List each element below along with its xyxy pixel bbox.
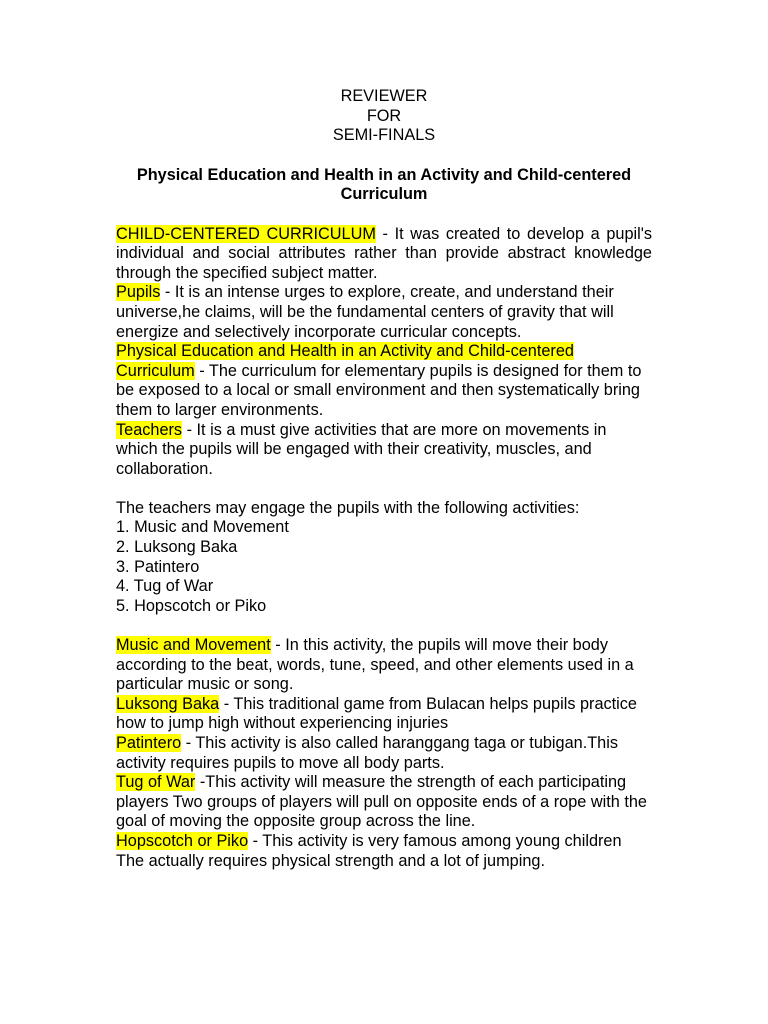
- list-item: 3. Patintero: [116, 557, 200, 576]
- highlighted-term: Pupils: [116, 283, 161, 302]
- definition-text: - It was created to develop a pupil's individual and social attributes rather than provide abstract knowledge through the specified subject matter.: [116, 224, 652, 282]
- activity-text: - In this activity, the pupils will move their body according to the beat, words, tune, speed, and other elements used in a particular music or song.: [116, 636, 634, 694]
- spacer: [116, 479, 652, 499]
- definition-teachers: [116, 421, 652, 480]
- activity-music-movement: [116, 636, 652, 695]
- spacer: [116, 205, 652, 225]
- activity-patintero: [116, 734, 652, 773]
- definition-text: - It is an intense urges to explore, create, and understand their universe,he claims, will be the fundamental centers of gravity that will energize and selectively incorporate curricular concepts.: [116, 283, 614, 341]
- definition-child-centered: [116, 225, 652, 284]
- list-item: 2. Luksong Baka: [116, 538, 238, 557]
- title-line-2: FOR: [366, 106, 402, 125]
- activity-text: - This activity is very famous among young children The actually requires physical strength and a lot of jumping.: [116, 831, 622, 870]
- definition-pe-health: [116, 342, 652, 420]
- activity-text: - This traditional game from Bulacan helps pupils practice how to jump high without experiencing injuries: [116, 694, 637, 733]
- activity-text: - This activity is also called haranggang taga or tubigan.This activity requires pupils to move all body parts.: [116, 734, 618, 772]
- definition-pupils: [116, 283, 652, 342]
- spacer: [116, 616, 652, 636]
- highlighted-term: Patintero: [116, 734, 182, 752]
- activity-text: -This activity will measure the strength of each participating players Two groups of players will pull on opposite ends of a rope with the goal of moving the opposite group across the line.: [116, 773, 647, 831]
- title-line-1: REVIEWER: [340, 87, 428, 105]
- activities-list: [116, 518, 652, 616]
- activity-hopscotch: [116, 832, 652, 871]
- highlighted-term: Physical Education and Health in an Activity and Child-centered Curriculum: [116, 342, 574, 380]
- highlighted-term: Tug of War: [116, 773, 196, 792]
- list-item: 5. Hopscotch or Piko: [116, 596, 267, 615]
- document-title: [116, 87, 652, 146]
- highlighted-term: Teachers: [116, 420, 183, 439]
- definition-text: - It is a must give activities that are more on movements in which the pupils will be engaged with their creativity, muscles, and collaboration.: [116, 420, 607, 478]
- document-page: [116, 87, 652, 871]
- activity-luksong-baka: [116, 695, 652, 734]
- highlighted-term: Music and Movement: [116, 636, 271, 655]
- title-line-3: SEMI-FINALS: [332, 126, 436, 145]
- activities-intro: The teachers may engage the pupils with the following activities:: [116, 498, 580, 517]
- list-item: 4. Tug of War: [116, 577, 214, 596]
- highlighted-term: Luksong Baka: [116, 694, 220, 713]
- definition-text: - The curriculum for elementary pupils is designed for them to be exposed to a local or small environment and then systematically bring them to larger environments.: [116, 361, 642, 419]
- highlighted-term: Hopscotch or Piko: [116, 831, 249, 850]
- list-item: 1. Music and Movement: [116, 518, 289, 537]
- activity-tug-of-war: [116, 773, 652, 832]
- highlighted-term: CHILD-CENTERED CURRICULUM: [116, 224, 376, 243]
- section-heading: Physical Education and Health in an Activity and Child-centered Curriculum: [136, 165, 632, 204]
